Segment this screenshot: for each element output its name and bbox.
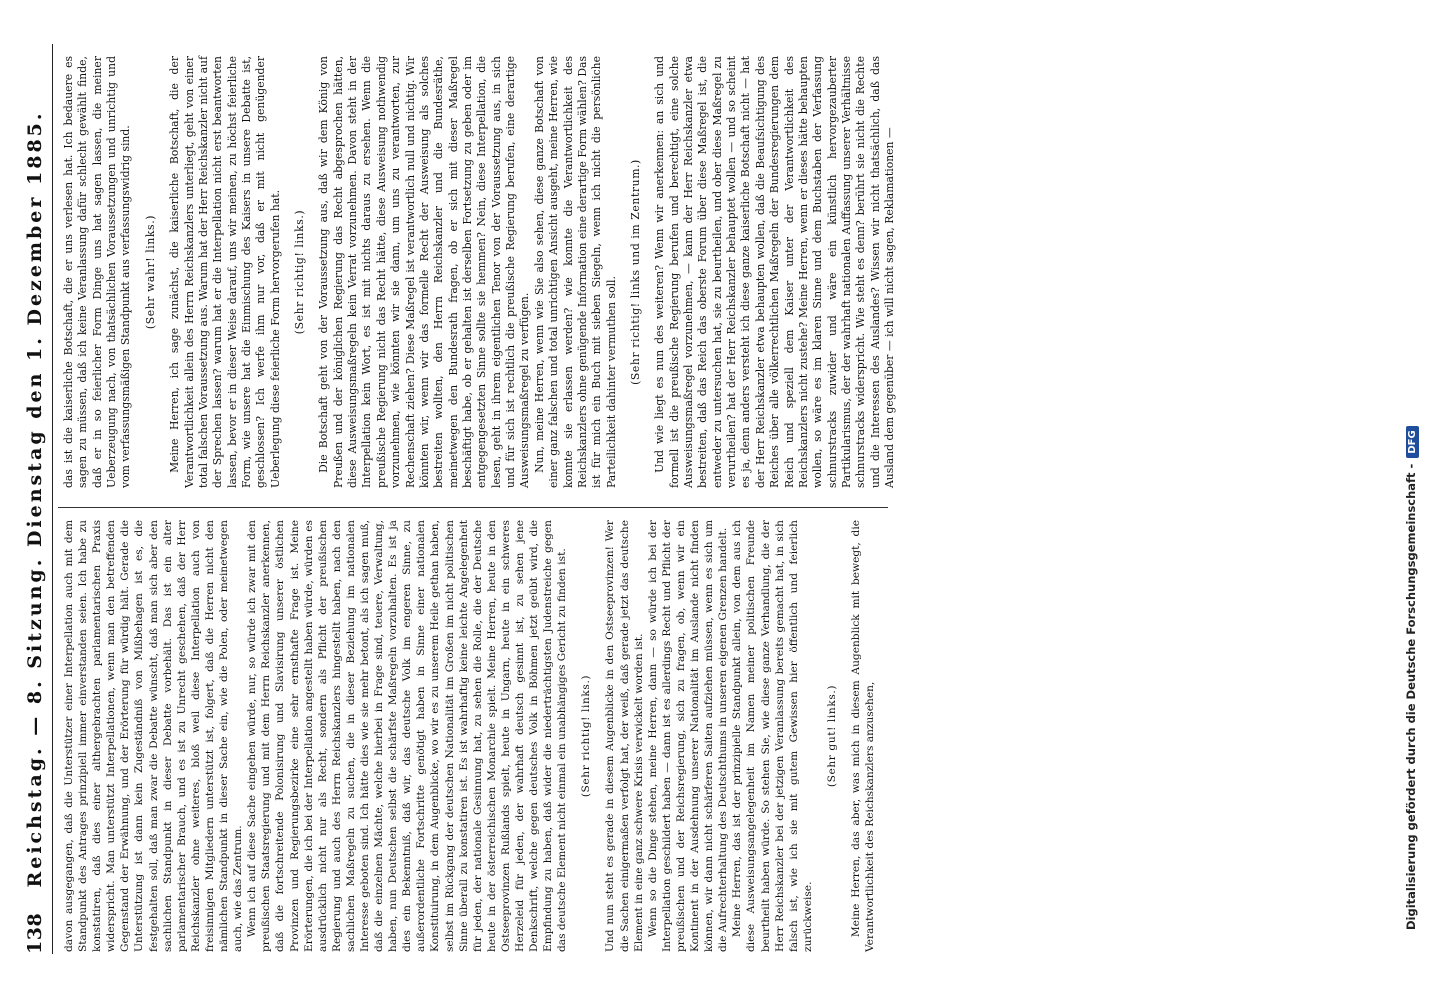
credit-sidebar	[1396, 0, 1432, 1000]
paragraph: Meine Herren, das ist der prinzipielle Standpunkt allein, von dem aus ich diese Ausweisungsangelegenheit im Namen meiner politischen Freunde beurtheilt haben würde. So stehen Sie, wie diese ganze Verhandlung, die der Herr Reichskanzler bei der jetzigen Veranlassung bereits gemacht hat, in sich falsch ist, wie ich sie mit gutem Gewissen hier öffentlich und feierlich zurückweise.	[731, 520, 814, 952]
interjection: (Sehr wahr! links.)	[143, 214, 157, 330]
paragraph: Wenn so die Dinge stehen, meine Herren, dann — so würde ich bei der Interpellation geschildert haben — dann ist es allerdings Recht und Pflicht der preußischen und der Reichsregierung, sich zu fragen, ob, wenn wir ein Kontinent in der Ausdehnung unserer Nationalität im Auslande nicht finden können, wir dann nicht schärferen Saiten aufziehen müssen, wenn es sich um die Aufrechterhaltung des Deutschthums in unseren eigenen Grenzen handelt.	[646, 520, 730, 952]
paragraph: Meine Herren, ich sage zunächst, die kaiserliche Botschaft, die der Verantwortlichkeit allein des Herrn Reichskanzlers unterliegt, geht von einer total falschen Voraussetzung aus. Warum hat der Herr Reichskanzler nicht auf der Sprechen lassen? warum hat er die Interpellation nicht erst beantworten lassen, bevor er in dieser Weise darauf, uns wir meinen, zu höchst feierliche Form, wie unsere hat die Einmischung des Kaisers in unsere Debatte ist, geschlossen? Ich werfe ihm nur vor, daß er mit nicht genügender Ueberlegung diese feierliche Form hervorgerufen hat.	[168, 56, 282, 488]
left-column	[62, 520, 877, 952]
column-divider	[58, 507, 888, 508]
paragraph: das ist die kaiserliche Botschaft, die er uns verlesen hat. Ich bedauere es sagen zu müssen, daß ich keine Veranlassung dafür schlecht gewählt finde, daß er in so feierlicher Form Dinge uns hat sagen lassen, die meiner Ueberzeugung nach, von thatsächlichen Voraussetzungen und unrichtig und vom verfassungsmäßigen Standpunkt aus verfassungswidrig sind.	[62, 56, 133, 488]
dfg-credit-text: Digitalisierung gefördert durch die Deutsche Forschungsgemeinschaft -	[1404, 463, 1418, 930]
paragraph: davon ausgegangen, daß die Unterstützer einer Interpellation auch mit dem Standpunkt des Antrages prinzipiell immer einverstanden seien. Ich habe zu konstatiren, daß dies einer althergebrachten parlamentarischen Praxis widerspricht. Man unterstützt Interpellationen, wenn man den betreffenden Gegenstand der Erwähnung, und der Erörterung für würdig hält. Gerade die Unterstützung ist dann kein Zugeständniß von Mißbehagen ist es, die festgehalten soll, daß man zwar die Debatte wünscht, daß man sich aber den sachlichen Standpunkt in dieser Debatte vorbehält. Das ist ein alter parlamentarischer Brauch, und es ist zu Unrecht geschehen, daß der Herr Reichskanzler ohne weiteres, bloß weil diese Interpellation auch von freisinnigen Mitgliedern unterstützt ist, folgert, daß die Herren nicht den nämlichen Standpunkt in dieser Sache ein, wie die Polen, oder meinetwegen auch, wie das Zentrum.	[63, 520, 245, 952]
interjection: (Sehr richtig! links und im Zentrum.)	[628, 159, 642, 385]
page-number: 138	[24, 912, 46, 954]
interjection: (Sehr gut! links.)	[825, 684, 838, 788]
paragraph: Nun, meine Herren, wenn wie Sie also sehen, diese ganze Botschaft von einer ganz falschen und total unrichtigen Ansicht ausgeht, meine Herren, wie konnte sie erlassen werden? wie konnte die Verantwortlichkeit des Reichskanzlers ohne genügende Information eine derartige Form wählen? Das ist für mich ein Buch mit sieben Siegeln, wenn ich nicht die persönliche Parteilichkeit dahinter vermuthen soll.	[532, 56, 618, 488]
interjection: (Sehr richtig! links.)	[293, 209, 307, 335]
right-column	[62, 56, 897, 488]
paragraph: Wenn ich auf diese Sache eingehen würde, nur, so würde ich zwar mit den preußischen Staatsregierung und mit dem Herrn Reichskanzler anerkennen, daß die fortschreitende Polonisirung und Slavisirung unserer östlichen Provinzen und Regierungsbezirke eine sehr ernsthafte Frage ist. Meine Erörterungen, die ich bei der Interpellation angestellt haben würde, würden es ausdrücklich nicht nur als Recht, sondern als Pflicht der preußischen Regierung und auch des Herrn Reichskanzlers hingestellt haben, nach den sachlichen Maßregeln zu suchen, die in dieser Beziehung im nationalen Interesse geboten sind. Ich hätte dies wie sie mehr betont, als ich sagen muß, daß die einzelnen Mächte, welche hierbei in Frage sind, teuere, Verwaltung, haben, nun Deutschen selbst die schärfste Maßregeln vorzuhalten. Es ist ja dies ein Bekenntniß, daß wir, das deutsche Volk im engeren Sinne, zu außerordentliche Fortschritte genötigt haben in Sinne einer nationalen Konstituirung, in dem Augenblicke, wo wir es zu unserem Heile gethan haben, selbst im Rückgang der deutschen Nationalität im Großen im nicht politischen Sinne überall zu konstatiren ist. Es ist wahrhaftig keine leichte Angelegenheit für jeden, der nationale Gesinnung hat, zu sehen die Rolle, die der Deutsche heute in der österreichischen Monarchie spielt. Meine Herren, heute in den Ostseeprovinzen Rußlands spielt, heute in Ungarn, heute in ein schweres Herzeleid für jeden, der wahrhaft deutsch gesinnt ist, zu sehen jene Denkschrift, welche gegen deutsches Volk in Böhmen jetzt geübt wird, die Empfindung zu haben, daß wider die niederträchtigsten Judenstreiche gegen das deutsche Element nicht einmal ein unabhängiges Gericht zu finden ist.	[246, 520, 569, 952]
dfg-logo: DFG	[1406, 426, 1419, 457]
paragraph: Und nun steht es gerade in diesem Augenblicke in den Ostseeprovinzen! Wer die Sachen einigermaßen verfolgt hat, der weiß, daß gerade jetzt das deutsche Element in eine ganz schwere Krisis verwickelt worden ist.	[604, 520, 645, 952]
dfg-credit	[1404, 0, 1424, 1000]
paragraph: Und wie liegt es nun des weiteren? Wenn wir anerkennen: an sich und formell ist die preußische Regierung berufen und berechtigt, eine solche Ausweisungsmaßregel vorzunehmen, — kann der Herr Reichskanzler etwa bestreiten, daß das Reich das oberste Forum über diese Maßregel ist, die entweder zu untersuchen hat, sie zu beurtheilen, und ober diese Maßregel zu verurtheilen? hat der Herr Reichskanzler behauptet wollen — und so scheint es ja, denn anders versteht ich diese ganze kaiserliche Botschaft nicht — hat der Herr Reichskanzler etwa behaupten wollen, daß die Beaufsichtigung des Reiches über alle völkerrechtlichen Maßregeln der Bundesregierungen dem Reich und speziell dem Kaiser unter der Verantwortlichkeit des Reichskanzlers nicht zustehe? Meine Herren, wenn er dieses hätte behaupten wollen, so wäre es im klaren Sinne und dem Buchstaben der Verfassung schnurstracks zuwider und wäre ein künstlich hervorgezauberter Partikularismus, der der wahrhaft nationalen Auffassung unserer Verhältnisse schnurstracks widerspricht. Wie steht es denn? berührt sie nicht die Rechte und die Interessen des Auslandes? Wissen wir nicht thatsächlich, daß das Ausland dem gegenüber — ich will nicht sagen, Reklamationen —	[653, 56, 897, 488]
page-header	[22, 44, 53, 954]
interjection: (Sehr richtig! links.)	[580, 674, 593, 798]
paragraph: Die Botschaft geht von der Voraussetzung aus, daß wir dem König von Preußen und der königlichen Regierung das Recht abgesprochen hätten, diese Ausweisungsmaßregeln kein Verrat vorzunehmen. Davon steht in der Interpellation kein Wort, es ist mit nichts daraus zu ersehen. Wenn die preußische Regierung nicht das Recht hätte, diese Ausweisung nothwendig vorzunehmen, wie könnten wir sie dann, um uns zu verantworten, zur Rechenschaft ziehen? Diese Maßregel ist verantwortlich null und nichtig. Wir könnten wir, wenn wir das formelle Recht der Ausweisung als solches bestreiten wollten, den Herrn Reichskanzler und die Bundesräthe, meinetwegen den Bundesrath fragen, ob er sich mit dieser Maßregel beschäftigt habe, ob er gehalten ist derselben Fortsetzung zu geben oder im entgegengesetzten Sinne sollte sie hemmen? Nein, diese Interpellation, die lesen, geht in ihrem eigentlichen Tenor von der Voraussetzung aus, in sich und für sich ist rechtlich die preußische Regierung berufen, eine derartige Ausweisungsmaßregel zu verfügen.	[317, 56, 532, 488]
paragraph: Meine Herren, das aber, was mich in diesem Augenblick mit bewegt, die Verantwortlichkeit des Reichskanzlers anzusehen,	[849, 520, 877, 952]
page-title: Reichstag. — 8. Sitzung. Dienstag den 1. Dezember 1885.	[24, 110, 46, 888]
